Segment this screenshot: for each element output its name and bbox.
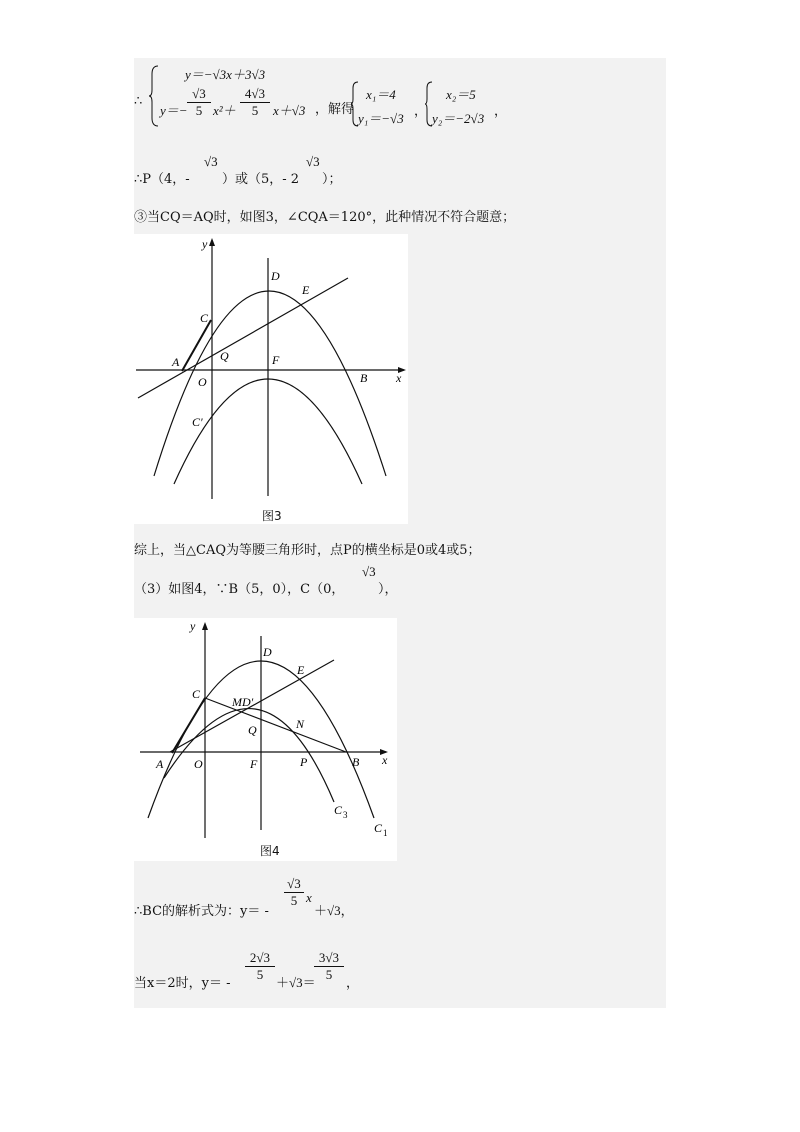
left-brace-icon	[148, 64, 160, 128]
figure-4	[134, 618, 397, 861]
label-q: Q	[248, 723, 257, 737]
fraction-numerator: √3	[287, 876, 301, 891]
fraction-denominator: 5	[314, 966, 344, 983]
fraction-numerator: 2√3	[249, 950, 271, 965]
label-a: A	[156, 757, 164, 771]
fraction	[187, 86, 211, 119]
content-panel	[134, 58, 666, 1008]
fraction	[284, 876, 304, 909]
label-c: C	[200, 311, 209, 325]
line-ae	[138, 278, 348, 398]
figure-3-caption: 图3	[262, 509, 282, 523]
label-f: F	[272, 353, 280, 367]
label-e: E	[297, 663, 305, 677]
fraction	[314, 950, 344, 983]
segment-bc	[205, 698, 346, 752]
fraction-denominator: 5	[240, 102, 270, 119]
label-c: C	[192, 687, 201, 701]
summary-text: 综上，当△CAQ为等腰三角形时，点P的横坐标是0或4或5；	[134, 543, 481, 558]
label-o: O	[194, 757, 203, 771]
fraction-numerator: 4√3	[244, 86, 266, 101]
label-d: D	[263, 645, 272, 659]
parabola-upper	[154, 291, 386, 476]
equation-parabola-tail: x＋√3	[273, 103, 306, 118]
y-axis-arrow-icon	[209, 238, 215, 246]
equation-parabola-lhs: y＝−	[160, 103, 188, 118]
label-b: B	[360, 371, 368, 385]
figure-3	[134, 234, 408, 524]
fraction	[245, 950, 275, 983]
solution-y1: y₁＝−√3	[358, 111, 404, 126]
line-text: ∴BC的解析式为：y＝ -	[134, 904, 269, 919]
equation-line: y＝−√3x＋3√3	[185, 67, 266, 82]
therefore-symbol: ∴	[134, 94, 143, 109]
fraction-numerator: 3√3	[318, 950, 340, 965]
comma: ，	[494, 104, 508, 119]
label-c1: C	[374, 821, 383, 835]
solve-text: ，解得	[315, 102, 355, 117]
label-e: E	[302, 283, 310, 297]
line-text: （3）如图4，∵B（5，0），C（0，	[134, 582, 345, 597]
label-y: y	[190, 619, 196, 633]
label-md-prime: MD'	[232, 695, 254, 709]
y-axis-arrow-icon	[202, 622, 208, 630]
label-a: A	[172, 355, 180, 369]
root-superscript: √3	[204, 154, 218, 169]
fraction-numerator: √3	[192, 86, 206, 101]
label-c-prime: C'	[192, 415, 203, 429]
label-y: y	[202, 237, 208, 251]
line-text: 当x＝2时，y＝ -	[134, 976, 231, 991]
label-c3: C	[334, 803, 343, 817]
line-text: ＋√3，	[314, 903, 354, 918]
line-text: ），	[378, 582, 398, 597]
fraction-denominator: 5	[284, 892, 304, 909]
line-text: ）或（5，- 2	[222, 172, 300, 187]
label-f: F	[250, 757, 258, 771]
figure-4-caption: 图4	[260, 844, 280, 858]
root-superscript: √3	[362, 564, 376, 579]
label-b: B	[352, 755, 360, 769]
line-text: ，	[346, 976, 360, 991]
label-x: x	[382, 753, 388, 767]
comma: ，	[414, 104, 428, 119]
label-x: x	[396, 371, 402, 385]
label-p: P	[300, 755, 308, 769]
figure-3-graph	[134, 234, 408, 524]
label-n: N	[296, 717, 305, 731]
line-text: ）；	[322, 172, 342, 187]
line-text: ∴P（4，-	[134, 172, 190, 187]
label-d: D	[271, 269, 280, 283]
line-text: ＋√3＝	[276, 975, 316, 990]
solution-y2: y₂＝−2√3	[432, 111, 485, 126]
solution-x2: x₂＝5	[446, 87, 476, 102]
label-c1-subscript: 1	[383, 828, 388, 838]
label-c3-subscript: 3	[343, 810, 348, 820]
fraction	[240, 86, 270, 119]
variable-x: x	[306, 890, 312, 905]
root-superscript: √3	[306, 154, 320, 169]
label-o: O	[198, 375, 207, 389]
label-q: Q	[220, 349, 229, 363]
fraction-denominator: 5	[187, 102, 211, 119]
equation-parabola-mid: x²＋	[213, 103, 236, 118]
case-three-text: ③当CQ＝AQ时，如图3，∠CQA＝120°，此种情况不符合题意；	[134, 210, 516, 225]
figure-4-graph	[134, 618, 397, 861]
solution-x1: x₁＝4	[366, 87, 396, 102]
fraction-denominator: 5	[245, 966, 275, 983]
